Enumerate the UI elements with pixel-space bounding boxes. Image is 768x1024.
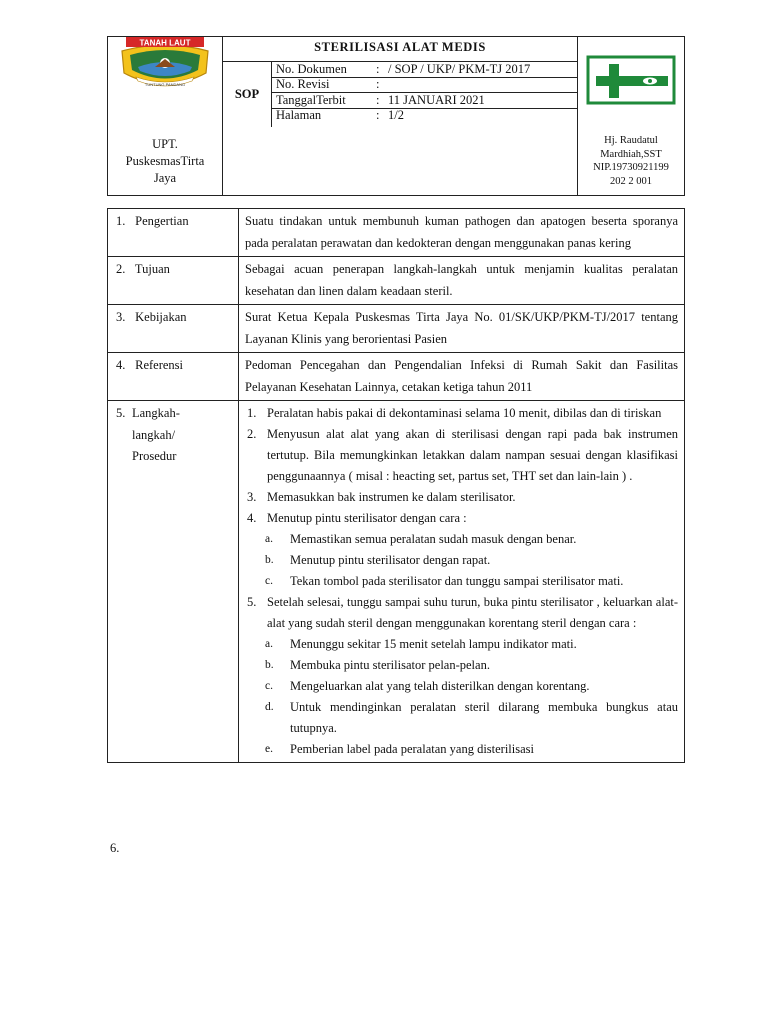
meta-colon: : xyxy=(376,77,380,92)
substep-letter: c. xyxy=(265,575,273,587)
substeps-list xyxy=(245,529,678,592)
org-line: UPT. xyxy=(152,136,178,151)
trailing-list-number: 6. xyxy=(110,841,120,855)
section-title: Prosedur xyxy=(132,449,177,463)
meta-colon: : xyxy=(376,92,380,107)
section-number: 3. xyxy=(116,310,126,324)
step-text: Memasukkan bak instrumen ke dalam sterilisator. xyxy=(267,490,516,504)
step-item xyxy=(245,592,678,634)
section-label xyxy=(108,257,239,305)
step-number: 3. xyxy=(247,490,257,504)
step-number: 4. xyxy=(247,511,257,525)
step-number: 1. xyxy=(247,406,257,420)
row-tujuan xyxy=(108,257,685,305)
sop-title: STERILISASI ALAT MEDIS xyxy=(223,37,577,62)
substep-text: Tekan tombol pada sterilisator dan tunggu sampai sterilisator mati. xyxy=(290,574,624,588)
puskesmas-logo-cell xyxy=(578,37,685,128)
puskesmas-cross-logo xyxy=(578,47,684,117)
substep-letter: b. xyxy=(265,554,274,566)
section-number: 4. xyxy=(116,358,126,372)
step-number: 2. xyxy=(247,427,257,441)
section-title: langkah/ xyxy=(132,427,176,442)
sop-content-table xyxy=(107,208,685,763)
substep-letter: d. xyxy=(265,701,274,713)
meta-value: 11 JANUARI 2021 xyxy=(388,92,485,107)
steps-list xyxy=(245,592,678,634)
meta-row-issue-date xyxy=(272,93,577,109)
section-title: Tujuan xyxy=(134,262,170,276)
signer-nip: 202 2 001 xyxy=(610,175,652,187)
steps-list xyxy=(245,403,678,529)
organization-name xyxy=(108,127,223,195)
section-title: Kebijakan xyxy=(135,310,187,324)
section-number: 5. xyxy=(116,406,126,420)
step-text: Menyusun alat alat yang akan di sterilisasi dengan rapi pada bak instrumen tertutup. Bila memungkinkan letakkan dalam nampan sesuai dengan klasifikasi penggunaannya ( misal : heacting set, partus set, THT set dan lain-lain ) . xyxy=(267,427,678,483)
substep-letter: a. xyxy=(265,533,273,545)
section-text: Suatu tindakan untuk membunuh kuman pathogen dan apatogen beserta sporanya pada peralatan perawatan dan kedokteran dengan menggunakan panas kering xyxy=(239,209,685,257)
logo-banner-text: TANAH LAUT xyxy=(139,38,191,48)
meta-value: 1/2 xyxy=(388,108,404,123)
signer-block xyxy=(578,127,684,195)
meta-value: / SOP / UKP/ PKM-TJ 2017 xyxy=(388,61,531,76)
step-text: Menutup pintu sterilisator dengan cara : xyxy=(267,511,467,525)
section-label xyxy=(108,353,239,401)
document-meta xyxy=(272,62,577,127)
substep-item xyxy=(245,676,678,697)
org-line: PuskesmasTirta xyxy=(125,153,205,168)
substep-letter: e. xyxy=(265,743,273,755)
procedure-steps xyxy=(239,401,685,763)
substep-text: Untuk mendinginkan peralatan steril dilarang membuka bungkus atau tutupnya. xyxy=(290,700,678,735)
section-text: Pedoman Pencegahan dan Pengendalian Infeksi di Rumah Sakit dan Fasilitas Pelayanan Kesehatan Lainnya, cetakan ketiga tahun 2011 xyxy=(239,353,685,401)
logo-motto-text: TUNTUNG PANDANG xyxy=(144,82,186,87)
row-referensi xyxy=(108,353,685,401)
meta-row-page xyxy=(272,109,577,124)
section-text: Surat Ketua Kepala Puskesmas Tirta Jaya No. 01/SK/UKP/PKM-TJ/2017 tentang Layanan Klinis yang berorientasi Pasien xyxy=(239,305,685,353)
substep-item xyxy=(245,634,678,655)
title-and-meta-cell xyxy=(223,37,578,128)
section-label xyxy=(108,401,239,763)
substep-letter: a. xyxy=(265,638,273,650)
meta-colon: : xyxy=(376,108,380,123)
row-kebijakan xyxy=(108,305,685,353)
substep-text: Pemberian label pada peralatan yang disterilisasi xyxy=(290,742,535,756)
section-title: Langkah- xyxy=(132,406,180,420)
section-title: Referensi xyxy=(135,358,184,372)
substep-letter: c. xyxy=(265,680,273,692)
org-line: Jaya xyxy=(153,170,177,185)
meta-label: TanggalTerbit xyxy=(276,92,346,107)
section-title: Pengertian xyxy=(135,214,189,228)
substep-text: Mengeluarkan alat yang telah disterilkan dengan korentang. xyxy=(290,679,590,693)
substep-item xyxy=(245,529,678,550)
substep-item xyxy=(245,697,678,739)
substep-text: Menunggu sekitar 15 menit setelah lampu indikator mati. xyxy=(290,637,577,651)
substep-text: Memastikan semua peralatan sudah masuk dengan benar. xyxy=(290,532,577,546)
header-second-row xyxy=(107,127,685,196)
substep-item xyxy=(245,739,678,760)
section-label xyxy=(108,209,239,257)
substep-letter: b. xyxy=(265,659,274,671)
row-pengertian xyxy=(108,209,685,257)
step-item xyxy=(245,403,678,424)
step-text: Peralatan habis pakai di dekontaminasi selama 10 menit, dibilas dan di tiriskan xyxy=(267,406,662,420)
meta-label: No. Dokumen xyxy=(276,61,347,76)
tanah-laut-logo xyxy=(108,37,222,93)
empty-signature-area xyxy=(223,127,578,195)
signer-name: Hj. Raudatul xyxy=(604,135,658,146)
substep-item xyxy=(245,571,678,592)
substep-text: Membuka pintu sterilisator pelan-pelan. xyxy=(290,658,490,672)
step-item xyxy=(245,508,678,529)
meta-row-revision xyxy=(272,78,577,94)
sop-label: SOP xyxy=(223,62,272,127)
meta-colon: : xyxy=(376,61,380,76)
substep-text: Menutup pintu sterilisator dengan rapat. xyxy=(290,553,491,567)
step-number: 5. xyxy=(247,595,257,609)
row-prosedur xyxy=(108,401,685,763)
section-text: Sebagai acuan penerapan langkah-langkah untuk menjamin kualitas peralatan kesehatan dan linen dalam keadaan steril. xyxy=(239,257,685,305)
substeps-list xyxy=(245,634,678,760)
section-number: 1. xyxy=(116,214,126,228)
meta-label: Halaman xyxy=(276,108,322,123)
step-item xyxy=(245,424,678,487)
section-label xyxy=(108,305,239,353)
substep-item xyxy=(245,550,678,571)
meta-row-doc-number xyxy=(272,62,577,78)
section-number: 2. xyxy=(116,262,126,276)
step-text: Setelah selesai, tunggu sampai suhu turun, buka pintu sterilisator , keluarkan alat-alat yang sudah steril dengan menggunakan korentang steril dengan cara : xyxy=(267,595,678,630)
signer-nip: NIP.19730921199 xyxy=(593,162,669,173)
step-item xyxy=(245,487,678,508)
signer-name: Mardhiah,SST xyxy=(600,148,662,160)
substep-item xyxy=(245,655,678,676)
meta-label: No. Revisi xyxy=(276,77,330,92)
